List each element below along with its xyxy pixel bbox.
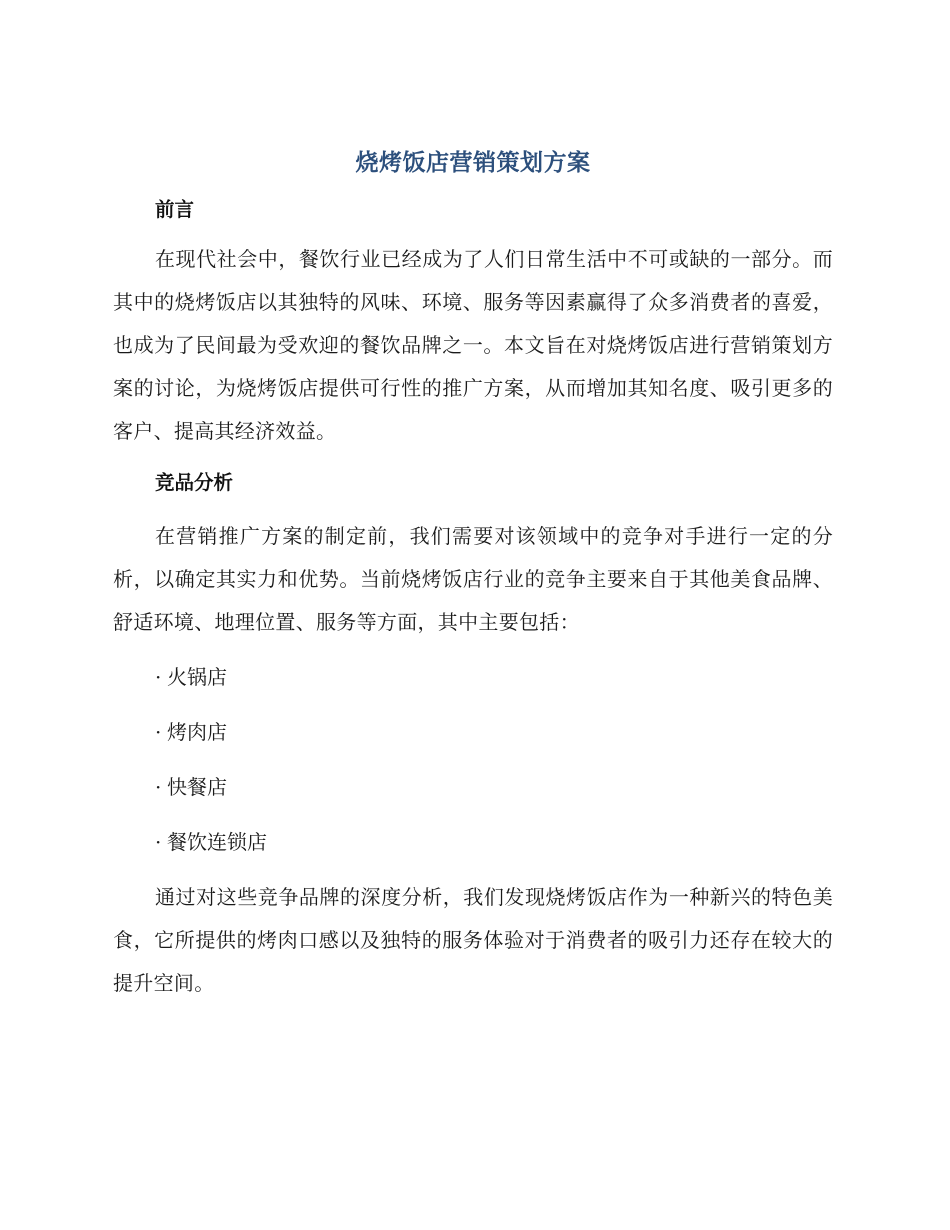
section-heading-preface: 前言 [155, 198, 195, 221]
list-item-label: 烤肉店 [167, 720, 227, 744]
list-item [113, 711, 833, 754]
competitor-list [113, 656, 833, 864]
document-page [113, 140, 833, 1005]
competitor-analysis-paragraph: 在营销推广方案的制定前，我们需要对该领域中的竞争对手进行一定的分析，以确定其实力和优势。当前烧烤饭店行业的竞争主要来自于其他美食品牌、舒适环境、地理位置、服务等方面，其中主要包括： [113, 524, 833, 634]
list-item-label: 快餐店 [167, 775, 227, 799]
list-item-label: 餐饮连锁店 [167, 830, 267, 854]
competitor-conclusion-paragraph: 通过对这些竞争品牌的深度分析，我们发现烧烤饭店作为一种新兴的特色美食，它所提供的烤肉口感以及独特的服务体验对于消费者的吸引力还存在较大的提升空间。 [113, 885, 833, 995]
list-item [113, 766, 833, 809]
bullet-marker: · [155, 720, 162, 744]
document-title: 烧烤饭店营销策划方案 [355, 150, 591, 176]
list-item [113, 656, 833, 699]
bullet-marker: · [155, 775, 162, 799]
preface-paragraph: 在现代社会中，餐饮行业已经成为了人们日常生活中不可或缺的一部分。而其中的烧烤饭店以其独特的风味、环境、服务等因素赢得了众多消费者的喜爱，也成为了民间最为受欢迎的餐饮品牌之一。本文旨在对烧烤饭店进行营销策划方案的讨论，为烧烤饭店提供可行性的推广方案，从而增加其知名度、吸引更多的客户、提高其经济效益。 [113, 247, 833, 443]
list-item-label: 火锅店 [167, 665, 227, 689]
section-heading-competitor-analysis: 竞品分析 [155, 471, 234, 494]
list-item [113, 821, 833, 864]
bullet-marker: · [155, 665, 162, 689]
bullet-marker: · [155, 830, 162, 854]
